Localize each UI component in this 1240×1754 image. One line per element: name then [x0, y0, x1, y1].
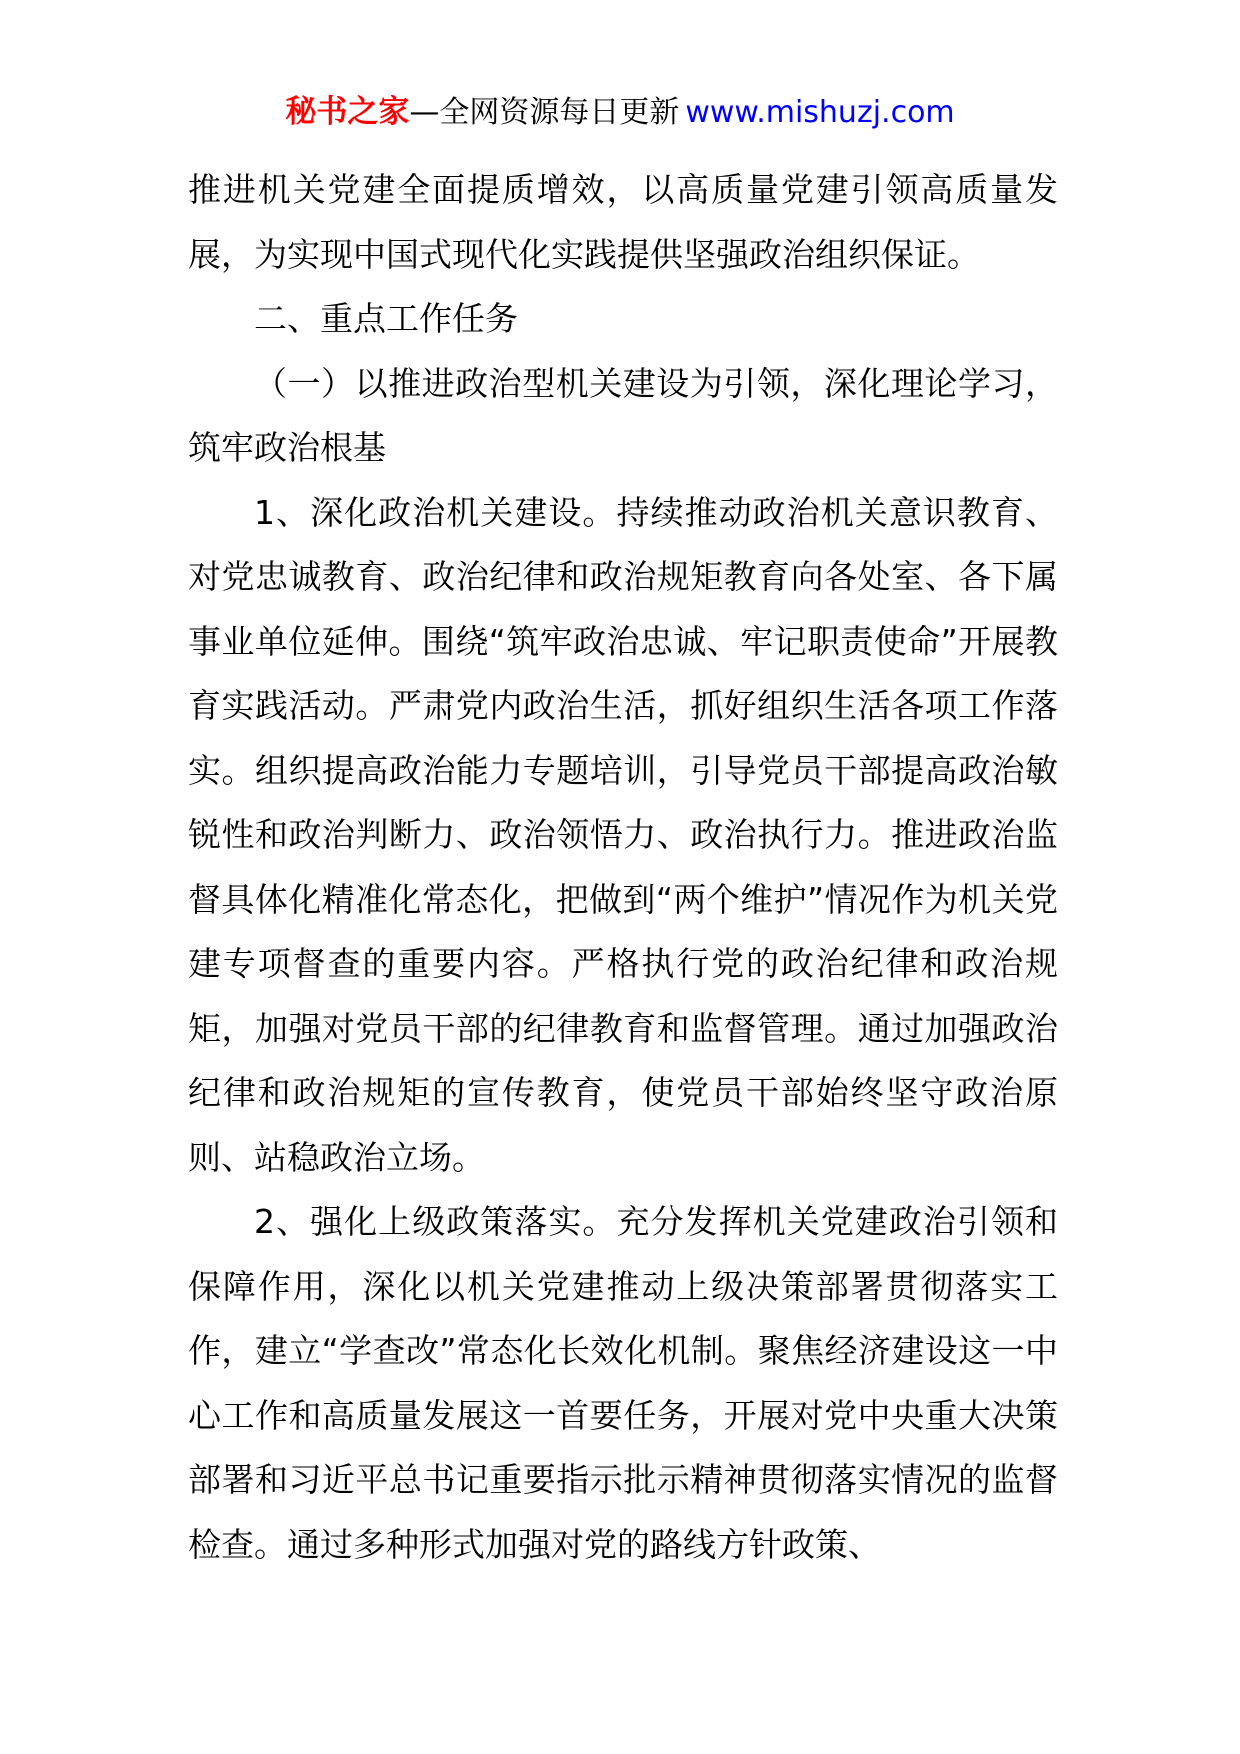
- site-banner: [0, 92, 1240, 133]
- brand-name: 秘书之家: [285, 94, 410, 130]
- brand-tagline: —全网资源每日更新: [409, 95, 680, 130]
- document-body: [188, 158, 1058, 1577]
- section-heading: 二、重点工作任务: [254, 299, 518, 338]
- paragraph-item-1: 1、深化政治机关建设。持续推动政治机关意识教育、对党忠诚教育、政治纪律和政治规矩教育向各处室、各下属事业单位延伸。围绕“筑牢政治忠诚、牢记职责使命”开展教育实践活动。严肃党内政治生活，抓好组织生活各项工作落实。组织提高政治能力专题培训，引导党员干部提高政治敏锐性和政治判断力、政治领悟力、政治执行力。推进政治监督具体化精准化常态化，把做到“两个维护”情况作为机关党建专项督查的重要内容。严格执行党的政治纪律和政治规矩，加强对党员干部的纪律教育和监督管理。通过加强政治纪律和政治规矩的宣传教育，使党员干部始终坚守政治原则、站稳政治立场。: [188, 492, 1058, 1177]
- site-url-link[interactable]: www.mishuzj.com: [685, 95, 955, 130]
- paragraph-continuation: 推进机关党建全面提质增效，以高质量党建引领高质量发展，为实现中国式现代化实践提供坚强政治组织保证。: [188, 170, 1058, 274]
- subsection-heading: （一）以推进政治型机关建设为引领，深化理论学习，筑牢政治根基: [188, 363, 1058, 467]
- paragraph-item-2: 2、强化上级政策落实。充分发挥机关党建政治引领和保障作用，深化以机关党建推动上级决策部署贯彻落实工作，建立“学查改”常态化长效化机制。聚焦经济建设这一中心工作和高质量发展这一首要任务，开展对党中央重大决策部署和习近平总书记重要指示批示精神贯彻落实情况的监督检查。通过多种形式加强对党的路线方针政策、: [188, 1202, 1058, 1564]
